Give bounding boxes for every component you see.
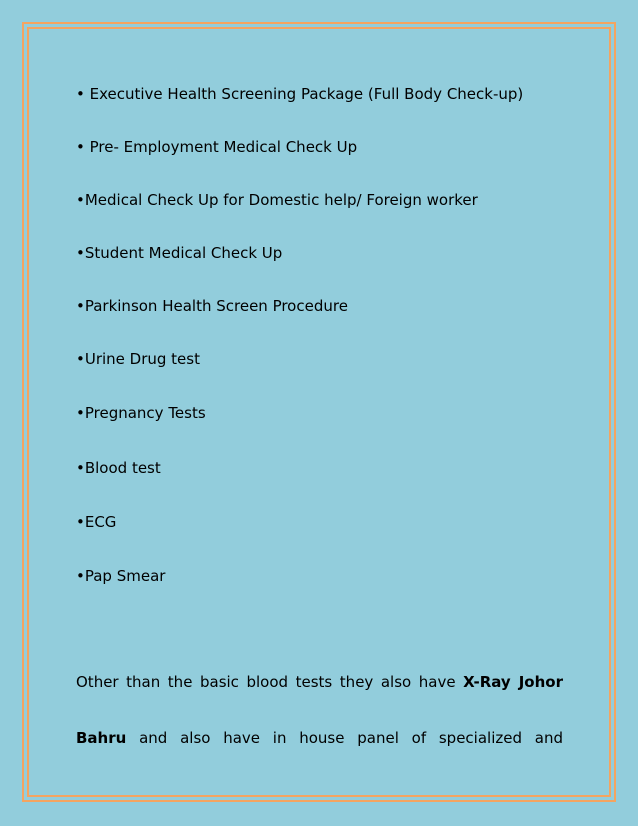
paragraph-line-1 bbox=[76, 673, 563, 691]
list-item: •ECG bbox=[76, 513, 117, 531]
list-item: •Parkinson Health Screen Procedure bbox=[76, 297, 348, 315]
paragraph-bold-text: Bahru bbox=[76, 729, 127, 747]
list-item: •Pregnancy Tests bbox=[76, 404, 206, 422]
paragraph-line-2 bbox=[76, 729, 563, 747]
list-item: •Urine Drug test bbox=[76, 350, 200, 368]
list-item: •Pap Smear bbox=[76, 567, 166, 585]
paragraph-text: and also have in house panel of specialized and bbox=[126, 729, 563, 747]
list-item: • Pre- Employment Medical Check Up bbox=[76, 138, 358, 156]
list-item: • Executive Health Screening Package (Full Body Check-up) bbox=[76, 85, 524, 103]
paragraph-bold-text: X-Ray Johor bbox=[463, 673, 563, 691]
list-item: •Medical Check Up for Domestic help/ Foreign worker bbox=[76, 191, 478, 209]
paragraph-text: Other than the basic blood tests they also have bbox=[76, 673, 464, 691]
list-item: •Blood test bbox=[76, 459, 161, 477]
list-item: •Student Medical Check Up bbox=[76, 244, 283, 262]
